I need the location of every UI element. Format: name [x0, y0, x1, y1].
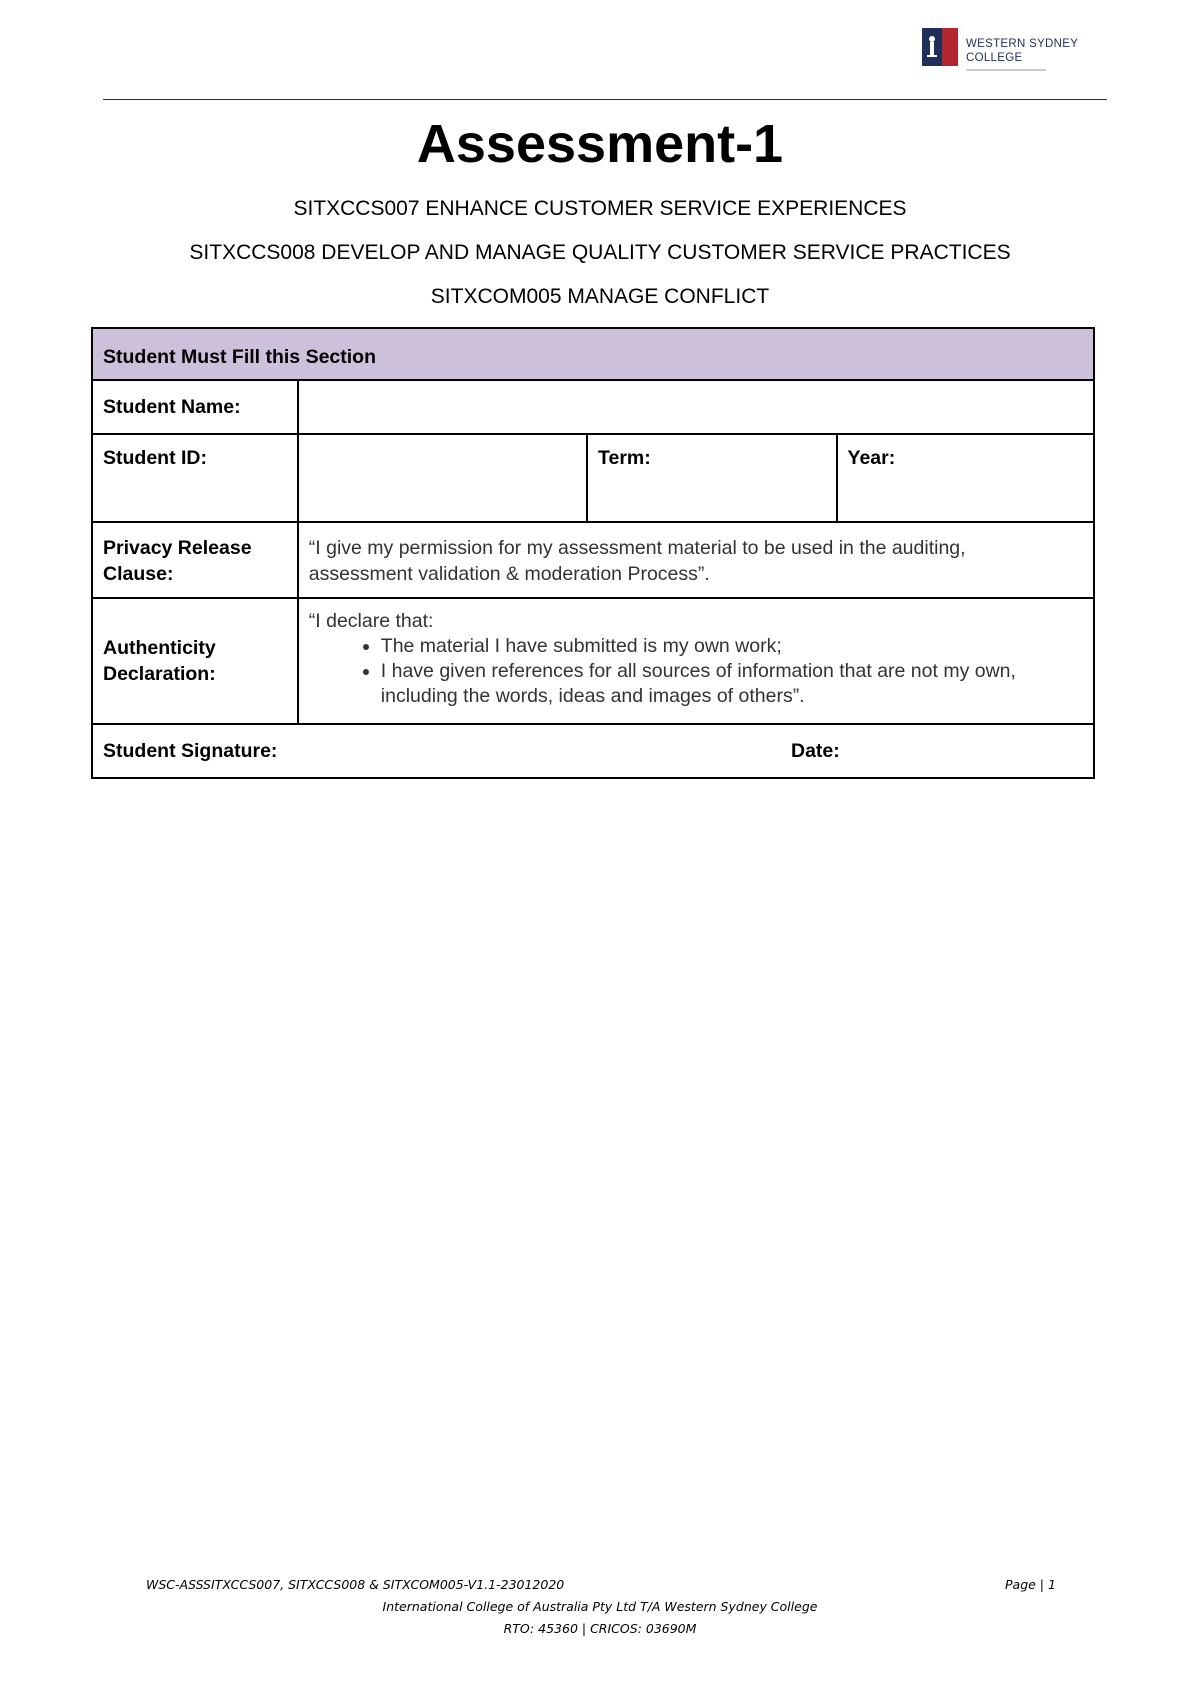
privacy-label-line-1: Privacy Release: [103, 537, 252, 559]
authenticity-list: [309, 634, 1083, 709]
college-crest-icon: [922, 28, 958, 66]
college-logo: [922, 28, 1082, 76]
logo-tagline: [966, 69, 1046, 71]
authenticity-item: • The material I have submitted is my own work;: [381, 634, 1083, 659]
year-field[interactable]: [837, 434, 1094, 522]
unit-title-1: SITXCCS007 ENHANCE CUSTOMER SERVICE EXPERIENCES: [293, 197, 907, 220]
authenticity-item: • I have given references for all sources of information that are not my own, including the words, ideas and images of others”.: [381, 659, 1083, 709]
signature-cell[interactable]: [92, 724, 1094, 778]
footer-doc-code: WSC-ASSSITXCCS007, SITXCCS008 & SITXCOM005-V1.1-23012020: [146, 1577, 565, 1592]
privacy-text: [298, 522, 1094, 598]
authenticity-row: [92, 598, 1094, 724]
footer-page-number: Page | 1: [1005, 1577, 1056, 1592]
term-field[interactable]: [587, 434, 837, 522]
logo-line-2: COLLEGE: [966, 51, 1023, 64]
authenticity-intro: “I declare that:: [308, 610, 434, 632]
privacy-text-line-1: “I give my permission for my assessment material to be used in the auditing,: [308, 537, 966, 559]
logo-line-1: WESTERN SYDNEY: [966, 38, 1079, 50]
student-name-field[interactable]: [298, 380, 1094, 434]
term-label: Term:: [598, 447, 651, 469]
student-id-field[interactable]: [298, 434, 587, 522]
privacy-text-line-2: assessment validation & moderation Process”.: [308, 563, 710, 585]
date-label: Date:: [791, 739, 840, 762]
authenticity-label: [92, 598, 298, 724]
unit-title-2: SITXCCS008 DEVELOP AND MANAGE QUALITY CUSTOMER SERVICE PRACTICES: [189, 241, 1011, 264]
header-divider: [103, 99, 1107, 100]
student-details-table: [91, 327, 1095, 779]
student-name-label: Student Name:: [92, 380, 298, 434]
table-header: Student Must Fill this Section: [92, 328, 1094, 380]
privacy-label-line-2: Clause:: [103, 563, 174, 585]
student-id-row: [92, 434, 1094, 522]
footer-organisation: International College of Australia Pty Ltd T/A Western Sydney College: [382, 1599, 818, 1614]
privacy-label: [92, 522, 298, 598]
unit-title-3: SITXCOM005 MANAGE CONFLICT: [430, 285, 770, 308]
student-name-row: [92, 380, 1094, 434]
signature-label: Student Signature:: [103, 739, 278, 762]
logo-wordmark: [966, 39, 1078, 71]
footer-rto: RTO: 45360 | CRICOS: 03690M: [503, 1621, 697, 1636]
privacy-row: [92, 522, 1094, 598]
year-label: Year:: [847, 447, 896, 469]
page-title: Assessment-1: [416, 114, 784, 174]
authenticity-label-line-1: Authenticity: [103, 637, 216, 659]
table-header-row: [92, 328, 1094, 380]
authenticity-text: [298, 598, 1094, 724]
student-id-label: Student ID:: [92, 434, 298, 522]
authenticity-label-line-2: Declaration:: [103, 663, 216, 685]
signature-row: [92, 724, 1094, 778]
signature-wrap: [103, 740, 1083, 763]
